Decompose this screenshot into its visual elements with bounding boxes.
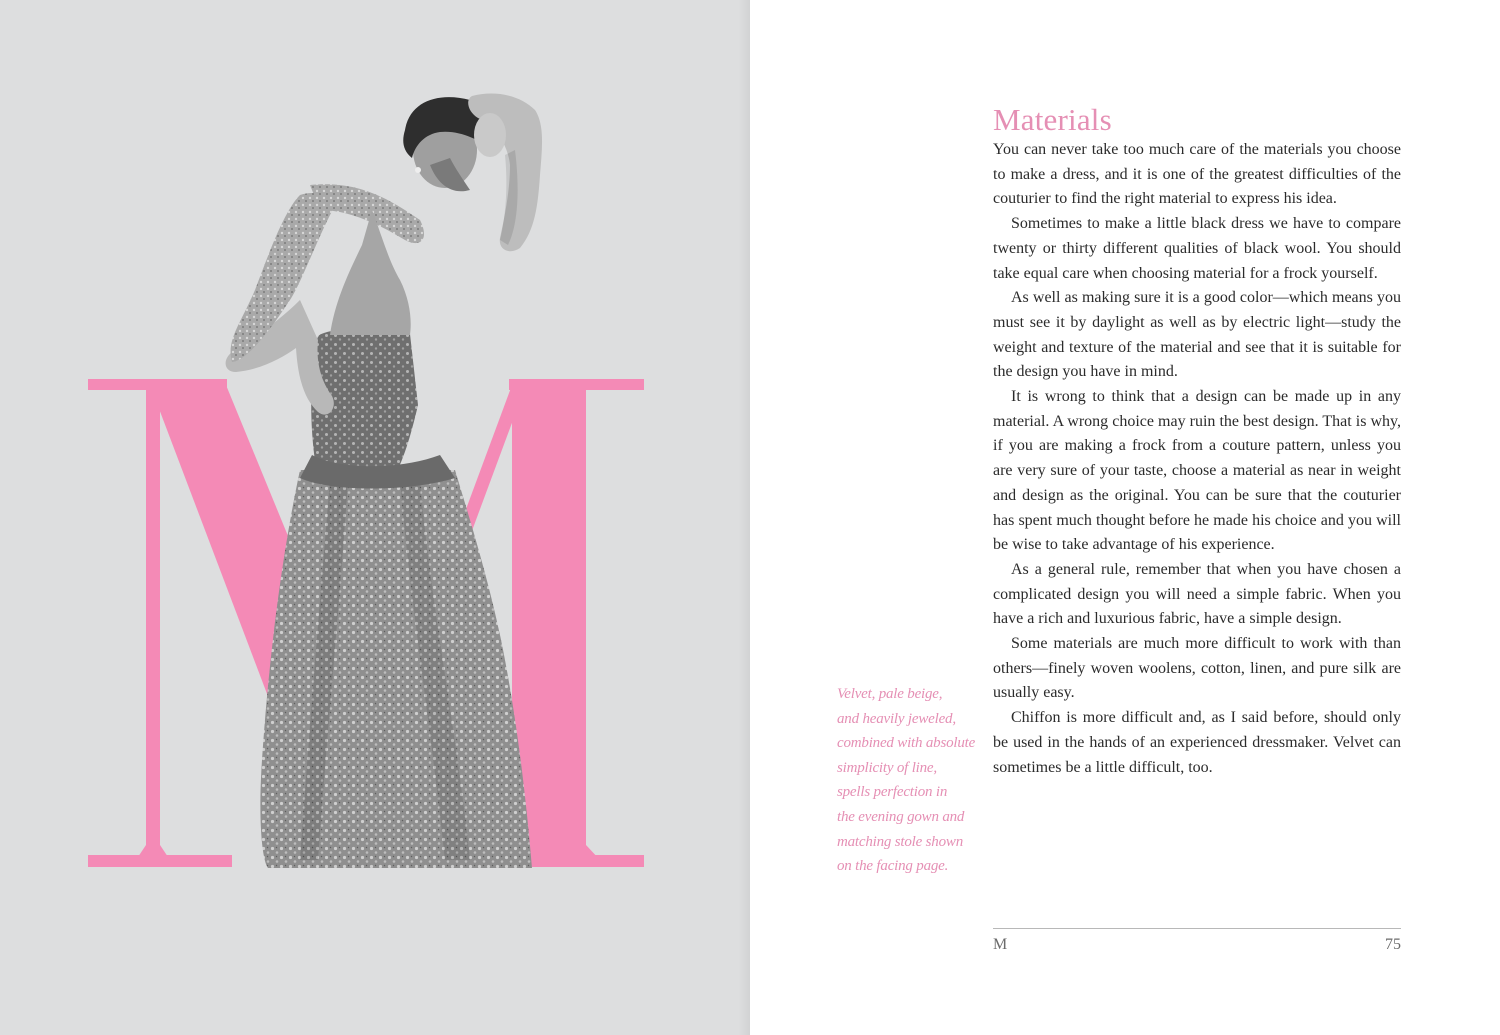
- caption-line: and heavily jeweled,: [837, 710, 956, 727]
- gutter-shadow: [738, 0, 750, 1035]
- paragraph: As well as making sure it is a good color—which means you must see it by daylight as well as by electric light—study the weight and texture of the material and see that it is suitable for the design you have in mind.: [993, 289, 1401, 381]
- section-heading: Materials: [993, 102, 1112, 137]
- paragraph: As a general rule, remember that when you have chosen a complicated design you will need a simple fabric. When you have a rich and luxurious fabric, have a simple design.: [993, 560, 1401, 628]
- page-number: 75: [1385, 936, 1401, 953]
- caption-line: combined with absolute: [837, 735, 976, 752]
- caption-line: simplicity of line,: [837, 759, 937, 776]
- caption-line: spells perfection in: [837, 784, 948, 801]
- running-head: M: [993, 936, 1008, 953]
- caption-line: the evening gown and: [837, 808, 965, 825]
- paragraph: Chiffon is more difficult and, as I said before, should only be used in the hands of an experienced dressmaker. Velvet can sometimes be a little difficult, too.: [993, 709, 1401, 776]
- paragraph: It is wrong to think that a design can be made up in any material. A wrong choice may ruin the best design. That is why, if you are making a frock from a couture pattern, unless you are very sure of your taste, choose a material as near in weight and design as the original. You can be sure that the couturier has spent much thought before he made his choice and you will be wise to take advantage of his experience.: [993, 388, 1401, 554]
- woman-in-evening-gown-photo: [226, 94, 542, 868]
- caption-line: matching stole shown: [837, 833, 963, 850]
- article-body: [993, 138, 1401, 780]
- caption-line: on the facing page.: [837, 858, 949, 875]
- paragraph: Some materials are much more difficult to work with than others—finely woven woolens, cotton, linen, and pure silk are usually easy.: [993, 635, 1401, 702]
- footer-rule: [993, 928, 1401, 929]
- paragraph: You can never take too much care of the materials you choose to make a dress, and it is one of the greatest difficulties of the couturier to find the right material to express his idea.: [993, 141, 1401, 208]
- caption-line: Velvet, pale beige,: [837, 686, 943, 702]
- photo-caption: [837, 682, 987, 879]
- paragraph: Sometimes to make a little black dress we have to compare twenty or thirty different qualities of black wool. You should take equal care when choosing material for a frock yourself.: [993, 215, 1401, 282]
